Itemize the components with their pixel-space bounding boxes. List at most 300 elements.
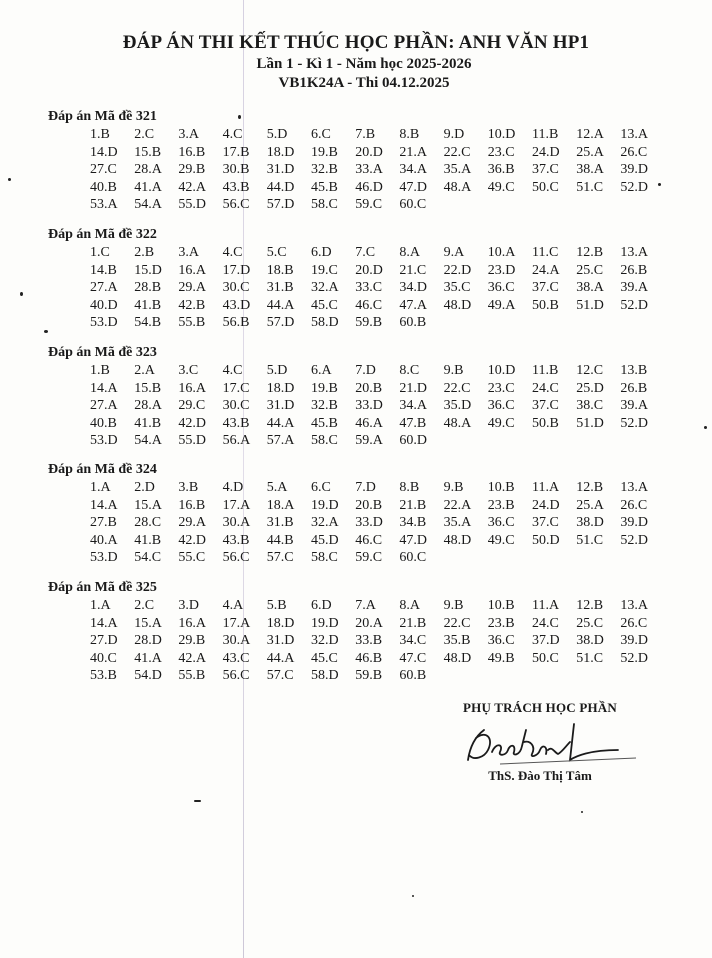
answer-cell: 12.B xyxy=(576,245,604,260)
answer-cell: 6.C xyxy=(311,127,331,142)
answer-cell: 24.D xyxy=(532,497,560,513)
answer-cell: 38.A xyxy=(576,162,604,178)
answer-cell: 11.A xyxy=(532,598,560,613)
answer-cell: 36.C xyxy=(487,633,515,649)
answer-cell: 6.D xyxy=(311,245,332,260)
signature-scribble-icon xyxy=(440,716,640,768)
answer-cell: 38.A xyxy=(576,280,604,296)
answer-cell: 33.C xyxy=(355,280,383,296)
answer-cell: 54.D xyxy=(134,668,162,684)
answer-cell: 42.B xyxy=(178,297,206,313)
answer-cell: 5.A xyxy=(266,480,288,495)
answer-cell: 59.B xyxy=(355,668,383,684)
answer-cell: 43.B xyxy=(222,415,250,431)
answer-cell: 14.D xyxy=(90,144,118,160)
answer-cell: 11.B xyxy=(532,127,559,142)
answer-cell: 55.C xyxy=(178,550,206,566)
answer-cell: 15.A xyxy=(134,497,162,513)
answer-cell: 31.D xyxy=(266,162,295,178)
answer-cell: 17.C xyxy=(222,380,250,396)
answer-cell: 32.D xyxy=(311,633,339,649)
answer-cell: 30.B xyxy=(222,162,250,178)
answer-cell: 15.A xyxy=(134,615,162,631)
answer-cell: 14.B xyxy=(90,262,117,278)
answer-cell: 12.A xyxy=(576,127,604,142)
answer-key-324 xyxy=(48,461,688,569)
answer-cell: 13.A xyxy=(620,480,649,495)
scan-speck xyxy=(194,800,201,802)
answer-cell: 42.D xyxy=(178,415,207,431)
answer-cell: 5.D xyxy=(266,127,288,142)
answer-cell: 16.B xyxy=(178,144,206,160)
answer-cell: 39.A xyxy=(620,398,649,414)
answer-cell: 13.B xyxy=(620,363,648,378)
answer-cell: 59.C xyxy=(355,550,383,566)
answer-cell: 23.C xyxy=(487,380,515,396)
answer-cell: 23.C xyxy=(487,144,515,160)
answer-grid xyxy=(48,597,688,687)
answer-cell: 54.C xyxy=(134,550,162,566)
answer-cell: 23.B xyxy=(487,615,515,631)
answer-cell: 43.D xyxy=(222,297,251,313)
answer-key-321 xyxy=(48,108,688,216)
answer-cell: 57.C xyxy=(266,550,294,566)
signature-role: PHỤ TRÁCH HỌC PHẦN xyxy=(463,700,617,715)
answer-cell: 33.D xyxy=(355,398,383,414)
answer-cell: 34.D xyxy=(399,280,428,296)
answer-cell: 3.D xyxy=(178,598,200,613)
answer-cell: 44.A xyxy=(266,650,295,666)
answer-cell: 39.D xyxy=(620,162,649,178)
answer-cell: 44.A xyxy=(266,297,295,313)
answer-cell: 42.A xyxy=(178,650,207,666)
answer-cell: 11.B xyxy=(532,363,559,378)
answer-cell: 60.B xyxy=(399,315,427,331)
answer-cell: 37.C xyxy=(532,398,559,414)
answer-cell: 31.D xyxy=(266,398,295,414)
answer-cell: 29.A xyxy=(178,280,207,296)
answer-cell: 51.C xyxy=(576,650,604,666)
answer-grid xyxy=(48,362,688,452)
answer-cell: 4.C xyxy=(222,245,243,260)
answer-cell: 41.B xyxy=(134,415,162,431)
answer-cell: 21.A xyxy=(399,144,428,160)
answer-cell: 39.D xyxy=(620,633,649,649)
answer-cell: 10.B xyxy=(487,598,515,613)
answer-cell: 2.A xyxy=(134,363,155,378)
answer-cell: 1.A xyxy=(90,480,111,495)
answer-cell: 19.B xyxy=(311,380,338,396)
answer-cell: 2.C xyxy=(134,127,155,142)
answer-cell: 21.D xyxy=(399,380,428,396)
answer-key-label: Đáp án Mã đề 325 xyxy=(48,580,157,595)
answer-cell: 30.C xyxy=(222,398,250,414)
answer-cell: 29.B xyxy=(178,633,206,649)
answer-cell: 22.C xyxy=(443,144,471,160)
answer-cell: 50.D xyxy=(532,532,560,548)
answer-cell: 20.A xyxy=(355,615,383,631)
answer-cell: 28.D xyxy=(134,633,162,649)
answer-cell: 52.D xyxy=(620,415,649,431)
answer-cell: 50.C xyxy=(532,650,559,666)
answer-cell: 25.C xyxy=(576,262,604,278)
answer-cell: 56.A xyxy=(222,433,251,449)
answer-cell: 59.A xyxy=(355,433,383,449)
answer-cell: 32.B xyxy=(311,398,338,414)
answer-cell: 18.D xyxy=(266,144,295,160)
answer-cell: 58.C xyxy=(311,197,338,213)
answer-cell: 18.D xyxy=(266,380,295,396)
answer-cell: 53.D xyxy=(90,550,118,566)
answer-cell: 46.D xyxy=(355,179,383,195)
answer-cell: 55.D xyxy=(178,197,207,213)
answer-cell: 15.B xyxy=(134,380,162,396)
answer-cell: 36.C xyxy=(487,398,515,414)
answer-cell: 47.C xyxy=(399,650,427,666)
answer-cell: 26.C xyxy=(620,144,648,160)
answer-cell: 54.A xyxy=(134,197,162,213)
answer-cell: 36.C xyxy=(487,515,515,531)
answer-cell: 60.C xyxy=(399,197,427,213)
answer-cell: 42.A xyxy=(178,179,207,195)
answer-cell: 45.C xyxy=(311,297,338,313)
answer-cell: 35.C xyxy=(443,280,471,296)
answer-cell: 22.C xyxy=(443,380,471,396)
answer-cell: 25.C xyxy=(576,615,604,631)
answer-cell: 19.C xyxy=(311,262,338,278)
answer-cell: 37.C xyxy=(532,515,559,531)
answer-cell: 22.A xyxy=(443,497,472,513)
answer-cell: 2.D xyxy=(134,480,155,495)
answer-cell: 59.C xyxy=(355,197,383,213)
answer-cell: 17.A xyxy=(222,497,251,513)
answer-cell: 43.B xyxy=(222,532,250,548)
answer-cell: 30.A xyxy=(222,515,251,531)
answer-cell: 3.A xyxy=(178,127,200,142)
answer-cell: 36.C xyxy=(487,280,515,296)
answer-cell: 7.C xyxy=(355,245,376,260)
answer-cell: 3.C xyxy=(178,363,199,378)
answer-cell: 44.A xyxy=(266,415,295,431)
answer-cell: 24.C xyxy=(532,380,559,396)
answer-key-label: Đáp án Mã đề 321 xyxy=(48,109,157,124)
answer-cell: 48.A xyxy=(443,179,472,195)
answer-cell: 14.A xyxy=(90,380,118,396)
answer-cell: 45.B xyxy=(311,415,338,431)
answer-cell: 49.C xyxy=(487,179,515,195)
document-title: ĐÁP ÁN THI KẾT THÚC HỌC PHẦN: ANH VĂN HP1 xyxy=(122,32,590,53)
answer-cell: 60.B xyxy=(399,668,427,684)
answer-cell: 43.C xyxy=(222,650,250,666)
answer-cell: 17.B xyxy=(222,144,250,160)
answer-cell: 27.A xyxy=(90,280,118,296)
answer-cell: 5.D xyxy=(266,363,288,378)
answer-cell: 5.C xyxy=(266,245,287,260)
answer-cell: 53.D xyxy=(90,315,118,331)
answer-cell: 18.A xyxy=(266,497,295,513)
answer-cell: 31.D xyxy=(266,633,295,649)
answer-cell: 56.C xyxy=(222,668,250,684)
answer-cell: 40.B xyxy=(90,179,117,195)
answer-cell: 1.C xyxy=(90,245,110,260)
answer-cell: 33.D xyxy=(355,515,383,531)
handwritten-signature xyxy=(440,716,640,768)
answer-cell: 38.D xyxy=(576,633,604,649)
answer-cell: 34.C xyxy=(399,633,427,649)
answer-cell: 26.C xyxy=(620,497,648,513)
answer-cell: 26.C xyxy=(620,615,648,631)
answer-cell: 4.C xyxy=(222,363,243,378)
answer-cell: 9.B xyxy=(443,480,464,495)
answer-cell: 19.B xyxy=(311,144,338,160)
answer-cell: 28.A xyxy=(134,398,162,414)
answer-cell: 39.A xyxy=(620,280,649,296)
answer-cell: 52.D xyxy=(620,532,649,548)
answer-cell: 25.D xyxy=(576,380,604,396)
answer-key-323 xyxy=(48,344,688,452)
answer-cell: 57.D xyxy=(266,315,295,331)
answer-cell: 2.B xyxy=(134,245,155,260)
answer-cell: 44.B xyxy=(266,532,294,548)
answer-cell: 53.B xyxy=(90,668,117,684)
answer-cell: 13.A xyxy=(620,598,649,613)
answer-cell: 32.B xyxy=(311,162,338,178)
answer-cell: 27.A xyxy=(90,398,118,414)
answer-cell: 25.A xyxy=(576,497,604,513)
answer-cell: 10.D xyxy=(487,127,516,142)
answer-cell: 52.D xyxy=(620,297,649,313)
answer-cell: 52.D xyxy=(620,179,649,195)
answer-cell: 28.C xyxy=(134,515,162,531)
answer-cell: 15.D xyxy=(134,262,162,278)
answer-cell: 11.A xyxy=(532,480,560,495)
answer-cell: 18.D xyxy=(266,615,295,631)
answer-cell: 49.A xyxy=(487,297,516,313)
answer-cell: 44.D xyxy=(266,179,295,195)
answer-cell: 20.B xyxy=(355,497,383,513)
document-class-date: VB1K24A - Thi 04.12.2025 xyxy=(278,75,450,91)
scan-speck xyxy=(704,426,707,429)
answer-cell: 35.A xyxy=(443,162,472,178)
answer-cell: 6.D xyxy=(311,598,332,613)
answer-cell: 58.D xyxy=(311,668,339,684)
answer-cell: 2.C xyxy=(134,598,155,613)
answer-cell: 49.C xyxy=(487,415,515,431)
answer-cell: 32.A xyxy=(311,280,339,296)
answer-cell: 23.D xyxy=(487,262,516,278)
answer-cell: 5.B xyxy=(266,598,287,613)
answer-cell: 10.B xyxy=(487,480,515,495)
answer-cell: 9.B xyxy=(443,598,464,613)
answer-cell: 34.A xyxy=(399,398,428,414)
answer-cell: 39.D xyxy=(620,515,649,531)
answer-cell: 48.D xyxy=(443,297,472,313)
signature-block xyxy=(440,700,640,784)
answer-cell: 42.D xyxy=(178,532,207,548)
answer-cell: 29.A xyxy=(178,515,207,531)
answer-cell: 30.C xyxy=(222,280,250,296)
answer-cell: 8.B xyxy=(399,127,420,142)
answer-cell: 48.D xyxy=(443,650,472,666)
answer-cell: 1.B xyxy=(90,127,110,142)
answer-cell: 8.A xyxy=(399,598,421,613)
answer-cell: 35.D xyxy=(443,398,472,414)
answer-cell: 11.C xyxy=(532,245,559,260)
answer-cell: 7.B xyxy=(355,127,376,142)
answer-cell: 28.B xyxy=(134,280,162,296)
answer-cell: 47.D xyxy=(399,532,428,548)
answer-cell: 53.A xyxy=(90,197,118,213)
answer-cell: 8.B xyxy=(399,480,420,495)
answer-cell: 22.D xyxy=(443,262,472,278)
answer-cell: 56.C xyxy=(222,197,250,213)
answer-cell: 3.B xyxy=(178,480,199,495)
answer-cell: 24.D xyxy=(532,144,560,160)
answer-cell: 60.C xyxy=(399,550,427,566)
answer-cell: 57.D xyxy=(266,197,295,213)
answer-cell: 51.C xyxy=(576,532,604,548)
answer-cell: 19.D xyxy=(311,615,339,631)
answer-cell: 56.B xyxy=(222,315,250,331)
answer-cell: 29.C xyxy=(178,398,206,414)
answer-cell: 10.A xyxy=(487,245,516,260)
answer-cell: 58.C xyxy=(311,550,338,566)
answer-cell: 45.D xyxy=(311,532,339,548)
answer-cell: 46.B xyxy=(355,650,383,666)
answer-cell: 24.A xyxy=(532,262,560,278)
answer-key-322 xyxy=(48,226,688,334)
answer-cell: 47.B xyxy=(399,415,427,431)
answer-key-325 xyxy=(48,579,688,687)
answer-cell: 40.D xyxy=(90,297,118,313)
answer-cell: 37.C xyxy=(532,280,559,296)
answer-cell: 4.C xyxy=(222,127,243,142)
answer-cell: 21.B xyxy=(399,497,427,513)
answer-cell: 16.B xyxy=(178,497,206,513)
answer-key-label: Đáp án Mã đề 323 xyxy=(48,345,157,360)
answer-cell: 50.B xyxy=(532,297,559,313)
answer-cell: 17.D xyxy=(222,262,251,278)
answer-cell: 46.C xyxy=(355,532,383,548)
answer-cell: 18.B xyxy=(266,262,294,278)
answer-cell: 24.C xyxy=(532,615,559,631)
answer-cell: 53.D xyxy=(90,433,118,449)
answer-cell: 46.A xyxy=(355,415,383,431)
answer-cell: 45.B xyxy=(311,179,338,195)
answer-cell: 38.C xyxy=(576,398,604,414)
answer-cell: 57.A xyxy=(266,433,295,449)
answer-cell: 50.B xyxy=(532,415,559,431)
answer-cell: 37.C xyxy=(532,162,559,178)
answer-cell: 35.A xyxy=(443,515,472,531)
answer-cell: 27.D xyxy=(90,633,118,649)
answer-cell: 60.D xyxy=(399,433,428,449)
answer-cell: 58.C xyxy=(311,433,338,449)
answer-cell: 9.A xyxy=(443,245,465,260)
scan-speck xyxy=(412,895,414,897)
answer-cell: 43.B xyxy=(222,179,250,195)
answer-cell: 16.A xyxy=(178,615,207,631)
answer-cell: 41.B xyxy=(134,297,162,313)
answer-cell: 55.B xyxy=(178,668,206,684)
answer-cell: 26.B xyxy=(620,262,648,278)
answer-cell: 20.D xyxy=(355,262,383,278)
answer-cell: 28.A xyxy=(134,162,162,178)
answer-cell: 13.A xyxy=(620,127,649,142)
answer-cell: 33.A xyxy=(355,162,383,178)
scan-speck xyxy=(8,178,11,181)
answer-cell: 1.B xyxy=(90,363,110,378)
answer-cell: 41.A xyxy=(134,650,162,666)
answer-cell: 58.D xyxy=(311,315,339,331)
answer-cell: 47.A xyxy=(399,297,428,313)
answer-cell: 52.D xyxy=(620,650,649,666)
answer-cell: 8.A xyxy=(399,245,421,260)
answer-cell: 12.B xyxy=(576,598,604,613)
answer-cell: 49.C xyxy=(487,532,515,548)
signatory-name: ThS. Đào Thị Tâm xyxy=(488,768,592,783)
answer-cell: 55.B xyxy=(178,315,206,331)
answer-cell: 51.D xyxy=(576,297,604,313)
answer-cell: 40.A xyxy=(90,532,118,548)
answer-cell: 9.B xyxy=(443,363,464,378)
answer-cell: 30.A xyxy=(222,633,251,649)
answer-cell: 14.A xyxy=(90,497,118,513)
answer-cell: 12.B xyxy=(576,480,604,495)
answer-cell: 36.B xyxy=(487,162,515,178)
answer-cell: 49.B xyxy=(487,650,515,666)
scan-speck xyxy=(581,811,583,813)
answer-cell: 27.B xyxy=(90,515,117,531)
scan-speck xyxy=(238,115,241,119)
answer-cell: 34.A xyxy=(399,162,428,178)
answer-cell: 7.D xyxy=(355,480,376,495)
answer-cell: 8.C xyxy=(399,363,420,378)
answer-grid xyxy=(48,126,688,216)
answer-cell: 3.A xyxy=(178,245,200,260)
answer-cell: 54.A xyxy=(134,433,162,449)
answer-grid xyxy=(48,244,688,334)
answer-cell: 46.C xyxy=(355,297,383,313)
answer-cell: 37.D xyxy=(532,633,560,649)
answer-cell: 54.B xyxy=(134,315,162,331)
answer-cell: 22.C xyxy=(443,615,471,631)
answer-cell: 48.A xyxy=(443,415,472,431)
answer-cell: 41.B xyxy=(134,532,162,548)
answer-cell: 4.A xyxy=(222,598,244,613)
answer-cell: 16.A xyxy=(178,262,207,278)
answer-cell: 38.D xyxy=(576,515,604,531)
answer-cell: 9.D xyxy=(443,127,465,142)
answer-cell: 29.B xyxy=(178,162,206,178)
scan-speck xyxy=(44,330,48,333)
answer-cell: 6.C xyxy=(311,480,331,495)
answer-cell: 19.D xyxy=(311,497,339,513)
answer-cell: 17.A xyxy=(222,615,251,631)
answer-cell: 56.C xyxy=(222,550,250,566)
answer-cell: 41.A xyxy=(134,179,162,195)
answer-cell: 20.B xyxy=(355,380,383,396)
answer-cell: 1.A xyxy=(90,598,111,613)
answer-cell: 7.A xyxy=(355,598,376,613)
answer-cell: 47.D xyxy=(399,179,428,195)
answer-cell: 45.C xyxy=(311,650,338,666)
answer-cell: 35.B xyxy=(443,633,471,649)
answer-cell: 48.D xyxy=(443,532,472,548)
answer-cell: 51.D xyxy=(576,415,604,431)
answer-cell: 32.A xyxy=(311,515,339,531)
scan-speck xyxy=(658,183,661,186)
